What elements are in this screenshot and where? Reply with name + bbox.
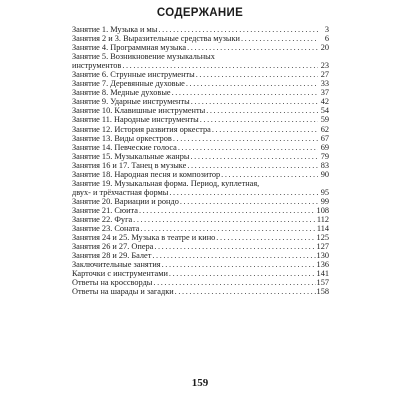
dot-leader [140, 224, 315, 233]
dot-leader [158, 25, 318, 34]
toc-entry-title: Ответы на кроссворды [72, 278, 153, 288]
dot-leader [153, 278, 315, 287]
page-heading: СОДЕРЖАНИЕ [156, 7, 244, 19]
toc-entry-title: Занятие 8. Медные духовые [72, 88, 171, 98]
dot-leader [133, 215, 316, 224]
dot-leader [169, 269, 316, 278]
toc-entry [72, 34, 329, 43]
toc-entry-page: 95 [320, 187, 329, 197]
dot-leader [122, 61, 318, 70]
toc-entry-title-continued: двух- и трёхчастная формы [72, 187, 169, 197]
toc-entry-page: 99 [320, 196, 329, 206]
table-of-contents [72, 25, 329, 296]
toc-entry [72, 278, 329, 287]
toc-entry [72, 224, 329, 233]
toc-entry-title: Ответы на шарады и загадки [72, 287, 174, 297]
toc-entry-page: 136 [316, 260, 329, 270]
toc-entry-title: Занятия 26 и 27. Опера [72, 242, 154, 252]
dot-leader [196, 70, 318, 79]
dot-leader [241, 34, 318, 43]
toc-entry-page: 79 [320, 151, 329, 161]
toc-entry [72, 143, 329, 152]
toc-entry-page: 67 [320, 133, 329, 143]
toc-entry-page: 54 [320, 106, 329, 116]
dot-leader [178, 143, 318, 152]
toc-entry [72, 115, 329, 124]
toc-entry-page: 83 [320, 160, 329, 170]
toc-entry-title: Занятия 24 и 25. Музыка в театре и кино [72, 233, 216, 243]
toc-entry [72, 25, 329, 34]
toc-entry-page: 59 [320, 115, 329, 125]
toc-entry [72, 97, 329, 106]
toc-entry [72, 215, 329, 224]
toc-entry [72, 52, 329, 70]
toc-entry-title: Занятия 16 и 17. Танец в музыке [72, 160, 187, 170]
toc-entry-page: 158 [316, 287, 329, 297]
toc-entry [72, 43, 329, 52]
dot-leader [200, 115, 318, 124]
dot-leader [216, 233, 315, 242]
toc-entry-title: Занятие 9. Ударные инструменты [72, 97, 190, 107]
toc-entry-title: Занятие 13. Виды оркестров [72, 133, 172, 143]
toc-entry [72, 269, 329, 278]
dot-leader [172, 88, 318, 97]
toc-entry [72, 179, 329, 197]
toc-entry [72, 161, 329, 170]
toc-entry [72, 170, 329, 179]
toc-entry [72, 134, 329, 143]
toc-entry-page: 114 [316, 224, 329, 234]
dot-leader [180, 197, 318, 206]
toc-entry [72, 233, 329, 242]
dot-leader [191, 97, 318, 106]
toc-entry-title: Занятие 20. Вариации и рондо [72, 196, 179, 206]
toc-entry-title: Занятие 21. Сюита [72, 205, 138, 215]
toc-entry-page: 157 [316, 278, 329, 288]
toc-entry-title: Занятие 12. История развития оркестра [72, 124, 211, 134]
toc-entry [72, 242, 329, 251]
toc-entry [72, 197, 329, 206]
toc-entry-page: 37 [320, 88, 329, 98]
toc-entry-title: Занятие 18. Народная песня и композитор [72, 169, 221, 179]
dot-leader [206, 106, 318, 115]
dot-leader [175, 287, 316, 296]
toc-entry-title: Занятие 6. Струнные инструменты [72, 70, 195, 80]
toc-entry-title: Занятие 11. Народные инструменты [72, 115, 199, 125]
page-number: 159 [191, 377, 209, 389]
dot-leader [139, 206, 316, 215]
toc-entry-page: 127 [316, 242, 329, 252]
toc-entry [72, 70, 329, 79]
toc-entry [72, 125, 329, 134]
toc-entry-title: Карточки с инструментами [72, 269, 168, 279]
toc-entry-page: 69 [320, 142, 329, 152]
toc-entry-page: 108 [316, 205, 329, 215]
dot-leader [154, 242, 315, 251]
toc-entry [72, 106, 329, 115]
toc-entry-page: 33 [320, 79, 329, 89]
toc-entry [72, 79, 329, 88]
dot-leader [212, 125, 318, 134]
toc-entry [72, 251, 329, 260]
toc-entry-page: 90 [320, 169, 329, 179]
toc-entry-title: Занятие 23. Соната [72, 224, 140, 234]
toc-entry-page: 62 [320, 124, 329, 134]
dot-leader [186, 79, 318, 88]
toc-entry-title: Занятие 7. Деревянные духовые [72, 79, 185, 89]
dot-leader [187, 161, 318, 170]
toc-entry [72, 287, 329, 296]
dot-leader [162, 260, 316, 269]
toc-entry-page: 20 [320, 43, 329, 53]
toc-entry-page: 27 [320, 70, 329, 80]
toc-entry-title: Занятие 10. Клавишные инструменты [72, 106, 206, 116]
toc-entry [72, 260, 329, 269]
toc-entry [72, 88, 329, 97]
dot-leader [190, 152, 318, 161]
toc-entry-title: Занятие 4. Программная музыка [72, 43, 187, 53]
toc-entry-page: 42 [320, 97, 329, 107]
dot-leader [221, 170, 318, 179]
toc-entry-page: 112 [316, 214, 329, 224]
toc-entry-title: Занятие 15. Музыкальные жанры [72, 151, 190, 161]
toc-entry [72, 206, 329, 215]
toc-entry-title: Занятие 14. Певческие голоса [72, 142, 177, 152]
toc-entry-title-continued: инструментов [72, 61, 122, 71]
toc-entry-title: Занятие 5. Возникновение музыкальных [72, 52, 215, 62]
dot-leader [173, 134, 318, 143]
toc-entry-page: 130 [316, 251, 329, 261]
toc-entry-title: Занятие 1. Музыка и мы [72, 25, 158, 34]
toc-entry-title: Занятие 19. Музыкальная форма. Период, куплетная, [72, 178, 260, 188]
toc-entry-page: 125 [316, 233, 329, 243]
toc-entry-title: Занятия 2 и 3. Выразительные средства музыки [72, 34, 240, 44]
toc-entry-title: Занятия 28 и 29. Балет [72, 251, 152, 261]
toc-entry-title: Занятие 22. Фуга [72, 214, 133, 224]
dot-leader [169, 188, 318, 197]
dot-leader [187, 43, 318, 52]
toc-entry-page: 6 [324, 34, 329, 44]
toc-entry-page: 23 [320, 61, 329, 71]
toc-entry [72, 152, 329, 161]
toc-entry-title: Заключительные занятия [72, 260, 161, 270]
toc-entry-page: 3 [324, 25, 329, 34]
toc-entry-page: 141 [316, 269, 329, 279]
dot-leader [152, 251, 315, 260]
